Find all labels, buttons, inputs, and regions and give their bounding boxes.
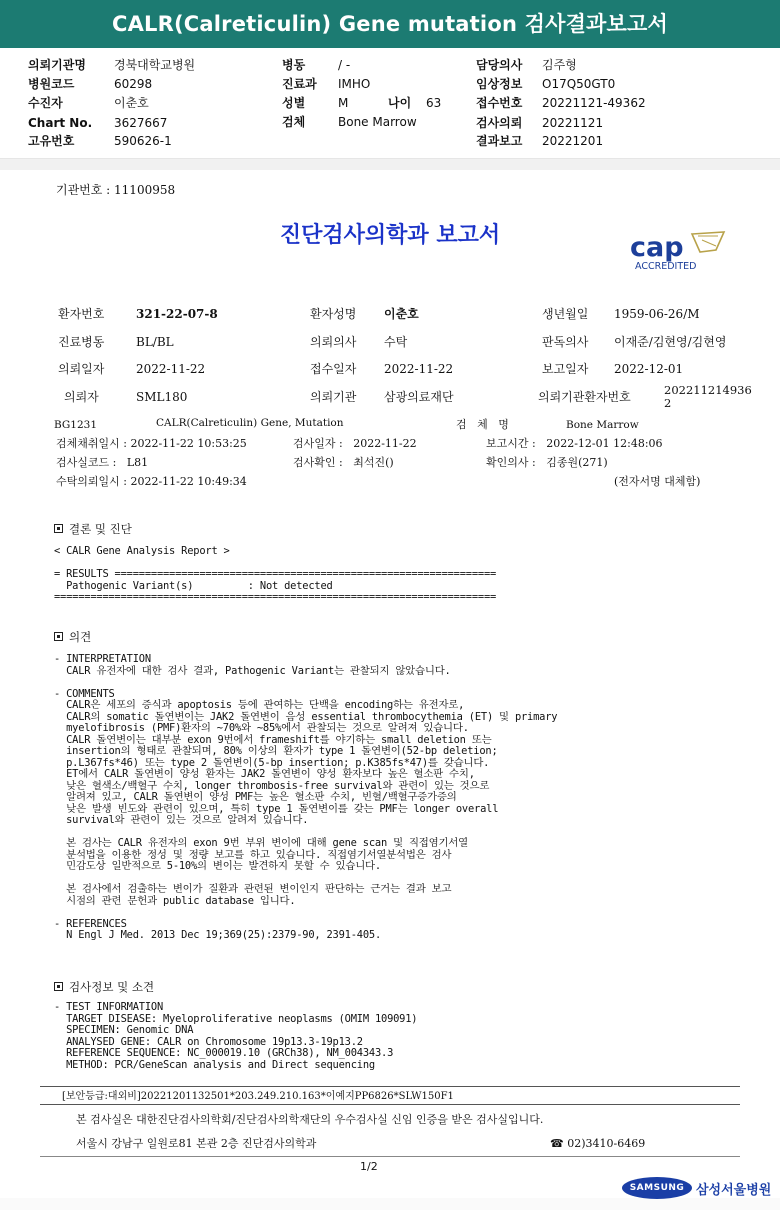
patient-label: 생년월일 bbox=[542, 307, 589, 321]
hdr-label: 성별 bbox=[282, 96, 306, 110]
patient-label: 판독의사 bbox=[542, 335, 589, 349]
hdr-label: 검사의뢰 bbox=[476, 116, 523, 130]
report-line: insertion의 형태로 관찰되며, 80% 이상의 환자가 type 1 돌연변이(52-bp deletion; bbox=[54, 745, 498, 757]
hdr-value: 20221121 bbox=[542, 116, 604, 130]
report-line: - INTERPRETATION bbox=[54, 653, 151, 665]
hdr-value: M bbox=[338, 96, 349, 110]
section-title: 의견 bbox=[69, 630, 92, 644]
patient-label: 환자성명 bbox=[310, 307, 357, 321]
patient-value: 2022-11-22 bbox=[384, 362, 454, 376]
hospital-name: 삼성서울병원 bbox=[696, 1182, 772, 1198]
report-line: 민감도상 일반적으로 5-10%의 변이는 발견하지 못할 수 있습니다. bbox=[54, 860, 381, 872]
patient-label: 의뢰기관 bbox=[310, 390, 357, 404]
section-square-icon bbox=[54, 524, 63, 533]
hdr-label: 수진자 bbox=[28, 96, 63, 110]
report-line: CALR은 세포의 증식과 apoptosis 등에 관여하는 단백을 encoding하는 유전자로, bbox=[54, 699, 465, 711]
report-line: 본 검사는 CALR 유전자의 exon 9번 부위 변이에 대해 gene scan 및 직접염기서열 bbox=[54, 837, 468, 849]
test-confirm: 검사확인 : 최석진() bbox=[293, 456, 394, 469]
hdr-label: 진료과 bbox=[282, 77, 317, 91]
patient-label: 의뢰일자 bbox=[58, 362, 105, 376]
hdr-label: 담당의사 bbox=[476, 58, 523, 72]
report-line: CALR 돌연변이는 대부분 exon 9번에서 frameshift를 야기하는 small deletion 또는 bbox=[54, 733, 492, 746]
report-block-opinion bbox=[54, 654, 557, 942]
section-title: 검사정보 및 소견 bbox=[69, 980, 155, 994]
hdr-value: 경북대학교병원 bbox=[114, 58, 196, 72]
test-date: 검사일자 : 2022-11-22 bbox=[293, 437, 417, 450]
patient-value: 2022-12-01 bbox=[614, 362, 684, 376]
hdr-value: 3627667 bbox=[114, 116, 168, 130]
report-line: Pathogenic Variant(s) : Not detected bbox=[54, 579, 333, 592]
hdr-value: 60298 bbox=[114, 77, 153, 91]
cap-accredited-text: ACCREDITED bbox=[635, 261, 697, 272]
hdr-label: 결과보고 bbox=[476, 134, 523, 148]
patient-label: 의뢰기관환자번호 bbox=[538, 390, 631, 404]
patient-value: 수탁 bbox=[384, 335, 408, 349]
test-code: BG1231 bbox=[54, 419, 98, 431]
report-line: = RESULTS =============================================================== bbox=[54, 568, 497, 580]
patient-birth: 1959-06-26/M bbox=[614, 307, 700, 321]
confirm-doctor: 확인의사 : 김종원(271) bbox=[486, 456, 608, 469]
report-line bbox=[54, 677, 557, 689]
report-line: 낮은 혈색소/백혈구 수치, longer thrombosis-free survival와 관련이 있는 것으로 bbox=[54, 779, 490, 792]
report-line: CALR의 somatic 돌연변이는 JAK2 돌연변이 음성 essential thrombocythemia (ET) 및 primary bbox=[54, 710, 558, 723]
patient-label: 보고일자 bbox=[542, 362, 589, 376]
hdr-label: 검체 bbox=[282, 115, 306, 129]
hdr-label: 병동 bbox=[282, 58, 306, 72]
section-title: 결론 및 진단 bbox=[69, 522, 132, 536]
hdr-label: 병원코드 bbox=[28, 77, 75, 91]
institution-number: 기관번호 : 11100958 bbox=[56, 183, 176, 197]
report-time: 보고시간 : 2022-12-01 12:48:06 bbox=[486, 437, 663, 450]
report-line: - REFERENCES bbox=[54, 917, 127, 930]
report-line: 낮은 발생 빈도와 관련이 있으며, 특히 type 1 돌연변이를 갖는 PMF는 longer overall bbox=[54, 802, 499, 815]
report-line: METHOD: PCR/GeneScan analysis and Direct sequencing bbox=[54, 1058, 375, 1071]
report-line: SPECIMEN: Genomic DNA bbox=[54, 1024, 194, 1036]
samsung-logo: SAMSUNG bbox=[622, 1177, 692, 1199]
report-line bbox=[54, 907, 557, 919]
report-title: 진단검사의학과 보고서 bbox=[279, 222, 501, 248]
page-number: 1/2 bbox=[360, 1160, 378, 1173]
report-line: REFERENCE SEQUENCE: NC_000019.10 (GRCh38), NM_004343.3 bbox=[54, 1047, 394, 1059]
report-line: ET에서 CALR 돌연변이 양성 환자는 JAK2 돌연변이 양성 환자보다 높은 혈소판 수치, bbox=[54, 768, 475, 780]
patient-value: 삼광의료재단 bbox=[384, 390, 454, 404]
patient-label: 의뢰의사 bbox=[310, 335, 357, 349]
specimen-value: Bone Marrow bbox=[566, 419, 639, 431]
report-line: CALR 유전자에 대한 검사 결과, Pathogenic Variant는 관찰되지 않았습니다. bbox=[54, 664, 451, 677]
report-line: p.L367fs*46) 또는 type 2 돌연변이(5-bp insertion; p.K385fs*47)를 갖습니다. bbox=[54, 756, 490, 769]
hdr-value: 20221201 bbox=[542, 134, 604, 148]
report-line: 본 검사에서 검출하는 변이가 질환과 관련된 변이인지 판단하는 근거는 결과 보고 bbox=[54, 883, 452, 895]
header-separator bbox=[0, 158, 780, 170]
collect-time: 검체채취일시 : 2022-11-22 10:53:25 bbox=[56, 437, 247, 450]
patient-label: 의뢰자 bbox=[64, 390, 99, 404]
lab-phone: ☎ 02)3410-6469 bbox=[550, 1137, 646, 1150]
patient-label: 접수일자 bbox=[310, 362, 357, 376]
report-line: < CALR Gene Analysis Report > bbox=[54, 545, 230, 557]
patient-value: BL/BL bbox=[136, 335, 174, 349]
test-name: CALR(Calreticulin) Gene, Mutation bbox=[156, 417, 344, 429]
section-opinion bbox=[54, 629, 91, 645]
patient-value: 202211214936 bbox=[664, 383, 752, 397]
report-line: myelofibrosis (PMF)환자의 ~70%와 ~85%에서 관찰되는 것으로 알려져 있습니다. bbox=[54, 722, 469, 734]
lab-code: 검사실코드 : L81 bbox=[56, 456, 149, 469]
patient-value: SML180 bbox=[136, 390, 188, 404]
hdr-value-age: 63 bbox=[426, 96, 442, 110]
report-line: ========================================================================= bbox=[54, 591, 497, 603]
patient-name: 이춘호 bbox=[384, 307, 419, 321]
hdr-label: 임상정보 bbox=[476, 77, 523, 91]
cap-logo-text: cap bbox=[630, 232, 684, 263]
patient-label: 환자번호 bbox=[58, 307, 105, 321]
report-block-results bbox=[54, 546, 496, 604]
cap-logo-icon bbox=[628, 228, 728, 272]
hdr-value: Bone Marrow bbox=[338, 115, 417, 129]
accept-time: 수탁의뢰일시 : 2022-11-22 10:49:34 bbox=[56, 475, 247, 488]
footer-bar bbox=[0, 1198, 780, 1210]
lab-address: 서울시 강남구 일원로81 본관 2층 진단검사의학과 bbox=[76, 1137, 317, 1150]
hdr-value: 이춘호 bbox=[114, 96, 149, 110]
cap-accredited-logo bbox=[628, 228, 728, 272]
section-square-icon bbox=[54, 982, 63, 991]
hdr-label: 고유번호 bbox=[28, 134, 75, 148]
hdr-label-age: 나이 bbox=[388, 96, 412, 110]
security-stamp: [보안등급:대외비]20221201132501*203.249.210.163*이예지PP6826*SLW150F1 bbox=[62, 1091, 454, 1102]
esign-note: (전자서명 대체함) bbox=[614, 475, 701, 488]
hdr-value: IMHO bbox=[338, 77, 371, 91]
hdr-value: 590626-1 bbox=[114, 134, 172, 148]
hdr-label: Chart No. bbox=[28, 116, 93, 130]
report-line: - COMMENTS bbox=[54, 687, 115, 700]
hdr-label: 접수번호 bbox=[476, 96, 523, 110]
report-line: - TEST INFORMATION bbox=[54, 1001, 164, 1013]
patient-number: 321-22-07-8 bbox=[136, 307, 218, 321]
hdr-label: 의뢰기관명 bbox=[28, 58, 86, 72]
hdr-value: 20221121-49362 bbox=[542, 96, 646, 110]
hdr-value: O17Q50GT0 bbox=[542, 77, 616, 91]
patient-label: 진료병동 bbox=[58, 335, 105, 349]
hospital-brand bbox=[622, 1177, 771, 1199]
report-line: N Engl J Med. 2013 Dec 19;369(25):2379-90, 2391-405. bbox=[54, 929, 382, 941]
patient-value: 이재준/김현영/김현영 bbox=[614, 335, 727, 349]
hdr-value: / - bbox=[338, 58, 351, 72]
report-block-test-info bbox=[54, 1002, 417, 1071]
report-line: 알려져 있고, CALR 돌연변이 양성 PMF는 높은 혈소판 수치, 빈혈/백혈구증가증의 bbox=[54, 791, 457, 803]
section-test-info bbox=[54, 979, 154, 995]
section-square-icon bbox=[54, 632, 63, 641]
patient-value: 2022-11-22 bbox=[136, 362, 206, 376]
section-conclusion bbox=[54, 521, 132, 537]
footer-line bbox=[40, 1086, 740, 1087]
report-line: ANALYSED GENE: CALR on Chromosome 19p13.3-19p13.2 bbox=[54, 1035, 363, 1048]
report-line: 시점의 관련 문헌과 public database 입니다. bbox=[54, 894, 296, 907]
hdr-value: 김주형 bbox=[542, 58, 577, 72]
specimen-label: 검 체 명 bbox=[456, 418, 509, 431]
footer-line bbox=[40, 1104, 740, 1105]
report-line: survival와 관련이 있는 것으로 알려져 있습니다. bbox=[54, 814, 309, 826]
report-banner-title: CALR(Calreticulin) Gene mutation 검사결과보고서 bbox=[0, 0, 780, 48]
report-line: 분석법을 이용한 정성 및 정량 보고를 하고 있습니다. 직접염기서열분석법은 검사 bbox=[54, 848, 452, 861]
patient-value-cont: 2 bbox=[664, 396, 672, 410]
report-line: TARGET DISEASE: Myeloproliferative neoplasms (OMIM 109091) bbox=[54, 1012, 418, 1025]
footer-line bbox=[40, 1156, 740, 1157]
certification-note: 본 검사실은 대한진단검사의학회/진단검사의학재단의 우수검사실 신임 인증을 받은 검사실입니다. bbox=[76, 1113, 544, 1126]
